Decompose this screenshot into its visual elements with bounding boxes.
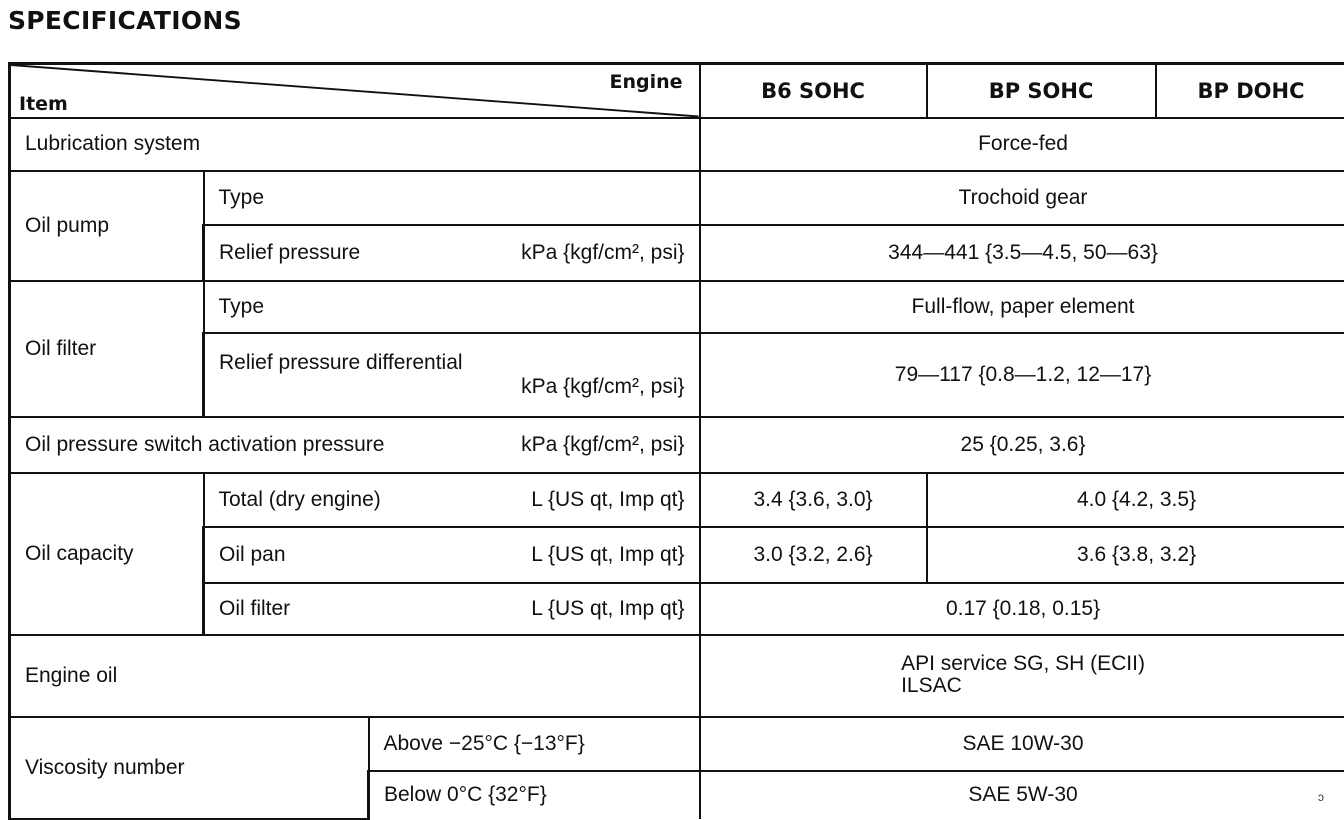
oil-pump-type-value: Trochoid gear [700,171,1344,225]
oil-capacity-total-unit: L {US qt, Imp qt} [521,488,684,512]
oil-pump-relief-label: Relief pressure [219,241,360,265]
engine-oil-label: Engine oil [10,635,700,717]
oil-pressure-switch-cell [10,417,700,473]
oil-filter-differential-unit: kPa {kgf/cm², psi} [219,375,685,399]
table-row [10,583,1344,635]
oil-capacity-filter-unit: L {US qt, Imp qt} [521,597,684,621]
oil-pressure-switch-label: Oil pressure switch activation pressure [25,433,384,457]
oil-capacity-total-bp: 4.0 {4.2, 3.5} [927,473,1344,527]
oil-filter-type-value: Full-flow, paper element [700,281,1344,333]
oil-capacity-total-label: Total (dry engine) [219,488,381,512]
viscosity-below-value: SAE 5W-30 [700,771,1344,819]
item-header-label: Item [19,93,68,115]
table-row [10,417,1344,473]
viscosity-below-label: Below 0°C {32°F} [369,771,700,819]
specifications-table [8,62,1344,820]
table-row [10,118,1344,171]
lubrication-system-value: Force-fed [700,118,1344,171]
engine-oil-value-line2: ILSAC [901,675,1145,697]
engine-header-label: Engine [610,71,683,93]
oil-capacity-filter-value: 0.17 {0.18, 0.15} [700,583,1344,635]
oil-pressure-switch-unit: kPa {kgf/cm², psi} [511,433,684,457]
engine-header-bp-sohc: BP SOHC [927,64,1156,118]
table-row [10,717,1344,771]
header-row [10,64,1344,118]
oil-pump-relief-unit: kPa {kgf/cm², psi} [511,241,684,265]
oil-pump-relief-cell [204,225,700,281]
table-row [10,281,1344,333]
oil-capacity-total-b6: 3.4 {3.6, 3.0} [700,473,927,527]
oil-capacity-label: Oil capacity [10,473,204,635]
table-row [10,171,1344,225]
oil-capacity-pan-unit: L {US qt, Imp qt} [521,543,684,567]
oil-pressure-switch-value: 25 {0.25, 3.6} [700,417,1344,473]
viscosity-above-value: SAE 10W-30 [700,717,1344,771]
engine-oil-value-cell [700,635,1344,717]
oil-pump-relief-value: 344—441 {3.5—4.5, 50—63} [700,225,1344,281]
item-engine-header-cell [10,64,700,118]
corner-mark: ↄ [1318,790,1324,804]
oil-filter-differential-cell [204,333,700,417]
engine-header-b6-sohc: B6 SOHC [700,64,927,118]
engine-header-bp-dohc: BP DOHC [1156,64,1344,118]
table-row [10,473,1344,527]
table-row [10,635,1344,717]
viscosity-above-label: Above −25°C {−13°F} [369,717,700,771]
oil-pump-label: Oil pump [10,171,204,281]
viscosity-number-label: Viscosity number [10,717,369,819]
diagonal-divider [11,65,699,117]
oil-capacity-pan-bp: 3.6 {3.8, 3.2} [927,527,1344,583]
oil-pump-type-label: Type [204,171,700,225]
oil-capacity-filter-cell [204,583,700,635]
table-row [10,225,1344,281]
oil-capacity-total-cell [204,473,700,527]
engine-oil-value-line1: API service SG, SH (ECII) [901,653,1145,675]
table-row [10,333,1344,417]
oil-filter-type-label: Type [204,281,700,333]
oil-capacity-filter-label: Oil filter [219,597,290,621]
table-row [10,527,1344,583]
oil-capacity-pan-label: Oil pan [219,543,286,567]
lubrication-system-label: Lubrication system [10,118,700,171]
oil-filter-differential-value: 79—117 {0.8—1.2, 12—17} [700,333,1344,417]
oil-filter-label: Oil filter [10,281,204,417]
page-title: SPECIFICATIONS [8,6,242,35]
oil-capacity-pan-b6: 3.0 {3.2, 2.6} [700,527,927,583]
oil-filter-differential-label: Relief pressure differential [219,351,685,375]
oil-capacity-pan-cell [204,527,700,583]
